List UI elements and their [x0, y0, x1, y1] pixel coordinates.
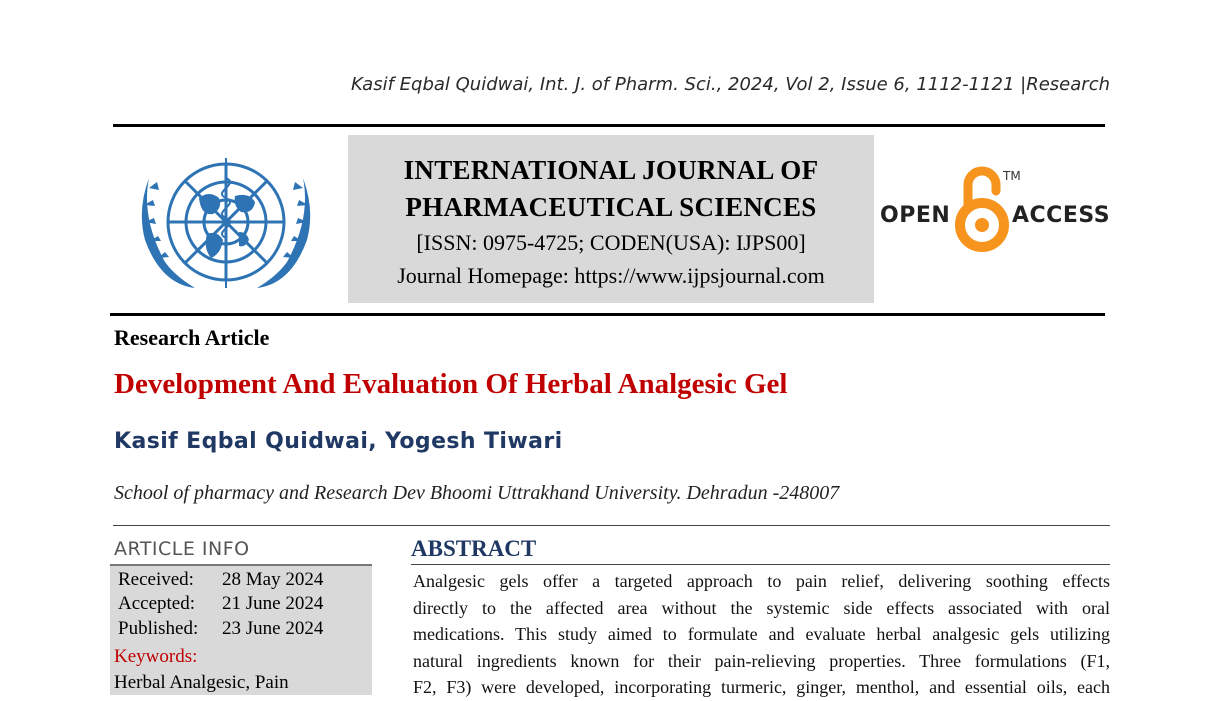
journal-title-line-2: PHARMACEUTICAL SCIENCES	[405, 192, 817, 222]
published-date: 23 June 2024	[222, 618, 324, 639]
article-info-heading: ARTICLE INFO	[114, 538, 250, 560]
received-label: Received:	[118, 569, 194, 590]
abstract-line: natural ingredients known for their pain-relieving properties. Three formulations (F1,	[413, 650, 1110, 671]
open-access-lock-icon	[954, 165, 1010, 253]
abstract-line: F2, F3) were developed, incorporating turmeric, ginger, menthol, and essential oils, each	[413, 677, 1110, 697]
open-access-word-access: ACCESS	[1012, 203, 1111, 228]
accepted-row	[118, 593, 323, 615]
keywords-label: Keywords:	[114, 646, 198, 667]
received-row	[118, 569, 323, 591]
keywords-text: Herbal Analgesic, Pain	[114, 672, 289, 693]
published-label: Published:	[118, 618, 199, 639]
abstract-body	[413, 568, 1110, 701]
abstract-line: Analgesic gels offer a targeted approach to pain relief, delivering soothing effects	[413, 571, 1110, 591]
article-type-label: Research Article	[114, 325, 270, 350]
running-header-citation: Kasif Eqbal Quidwai, Int. J. of Pharm. Sci., 2024, Vol 2, Issue 6, 1112-1121 |Research	[351, 74, 1110, 95]
header-bottom-rule	[110, 313, 1105, 316]
open-access-word-open: OPEN	[880, 203, 951, 228]
journal-emblem-icon	[127, 138, 325, 306]
journal-homepage: Journal Homepage: https://www.ijpsjournal.com	[397, 263, 825, 288]
journal-title-line-1: INTERNATIONAL JOURNAL OF	[403, 155, 819, 185]
accepted-date: 21 June 2024	[222, 593, 324, 614]
article-title: Development And Evaluation Of Herbal Analgesic Gel	[114, 368, 788, 400]
published-row	[118, 618, 323, 640]
article-info-box	[110, 566, 372, 695]
abstract-line: medications. This study aimed to formulate and evaluate herbal analgesic gels utilizing	[413, 624, 1110, 644]
abstract-heading: ABSTRACT	[411, 536, 537, 561]
accepted-label: Accepted:	[118, 593, 196, 614]
open-access-logo	[880, 163, 1110, 258]
abstract-rule	[411, 564, 1110, 565]
section-divider	[113, 525, 1110, 526]
journal-title-box	[348, 135, 874, 303]
article-authors: Kasif Eqbal Quidwai, Yogesh Tiwari	[114, 429, 563, 454]
received-date: 28 May 2024	[222, 569, 324, 590]
header-top-rule	[113, 124, 1105, 127]
journal-issn: [ISSN: 0975-4725; CODEN(USA): IJPS00]	[416, 230, 806, 255]
trademark-mark: TM	[1003, 169, 1021, 183]
abstract-line: directly to the affected area without the systemic side effects associated with oral	[413, 597, 1110, 618]
author-affiliation: School of pharmacy and Research Dev Bhoomi Uttrakhand University. Dehradun -248007	[114, 482, 840, 504]
